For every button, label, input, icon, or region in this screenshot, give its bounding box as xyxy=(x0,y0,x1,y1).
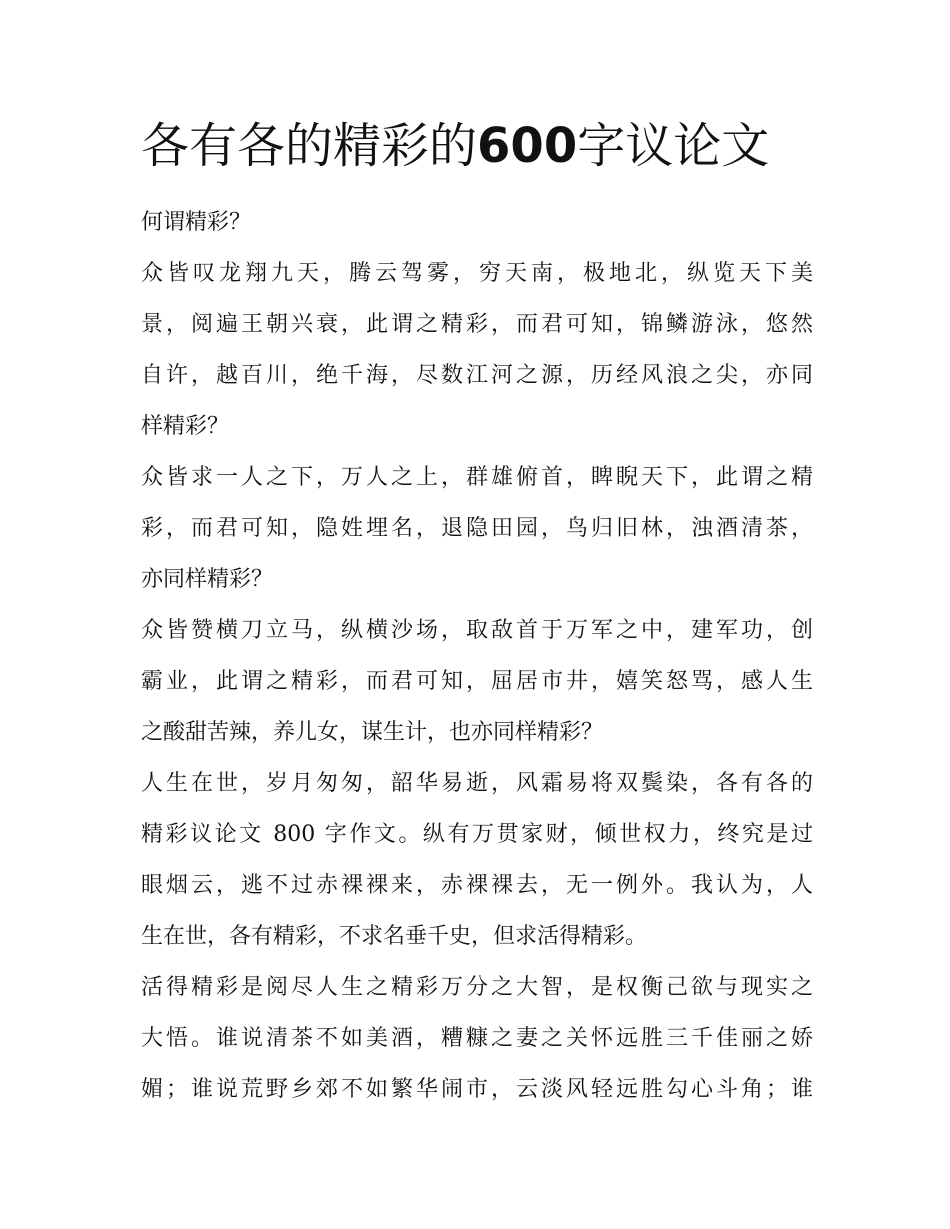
text-line: 众皆求一人之下，万人之上，群雄俯首，睥睨天下，此谓之精 xyxy=(141,465,813,490)
text-line: 人生在世，岁月匆匆，韶华易逝，风霜易将双鬓染，各有各的 xyxy=(141,771,813,796)
paragraph-2 xyxy=(141,248,813,452)
title-number: 600 xyxy=(477,118,578,174)
text-line: 众皆叹龙翔九天，腾云驾雾，穷天南，极地北，纵览天下美 xyxy=(141,261,813,286)
text-line: 精彩议论文 800 字作文。纵有万贯家财，倾世权力，终究是过 xyxy=(141,822,813,847)
text-line: 活得精彩是阅尽人生之精彩万分之大智，是权衡己欲与现实之 xyxy=(141,975,813,1000)
document-content xyxy=(141,110,813,1115)
text-line: 霸业，此谓之精彩，而君可知，屈居市井，嬉笑怒骂，感人生 xyxy=(141,669,813,694)
text-line: 眼烟云，逃不过赤裸裸来，赤裸裸去，无一例外。我认为，人 xyxy=(141,873,813,898)
paragraph-1 xyxy=(141,197,813,248)
text-line: 何谓精彩？ xyxy=(141,210,252,235)
text-line: 景，阅遍王朝兴衰，此谓之精彩，而君可知，锦鳞游泳，悠然 xyxy=(141,312,813,337)
text-line: 大悟。谁说清茶不如美酒，糟糠之妻之关怀远胜三千佳丽之娇 xyxy=(141,1026,813,1051)
text-line: 亦同样精彩？ xyxy=(141,567,274,592)
paragraph-6 xyxy=(141,962,813,1115)
text-line: 众皆赞横刀立马，纵横沙场，取敌首于万军之中，建军功，创 xyxy=(141,618,813,643)
title-suffix: 字议论文 xyxy=(577,118,770,174)
document-title xyxy=(141,110,813,182)
paragraph-5 xyxy=(141,758,813,962)
text-line: 媚；谁说荒野乡郊不如繁华闹市，云淡风轻远胜勾心斗角；谁 xyxy=(141,1077,813,1102)
text-line: 样精彩？ xyxy=(141,414,230,439)
document-body xyxy=(141,197,813,1115)
text-line: 之酸甜苦辣，养儿女，谋生计，也亦同样精彩？ xyxy=(141,720,604,745)
paragraph-3 xyxy=(141,452,813,605)
text-line: 自许，越百川，绝千海，尽数江河之源，历经风浪之尖，亦同 xyxy=(141,363,813,388)
text-line: 生在世，各有精彩，不求名垂千史，但求活得精彩。 xyxy=(141,924,648,949)
text-line: 彩，而君可知，隐姓埋名，退隐田园，鸟归旧林，浊酒清茶， xyxy=(141,516,813,541)
paragraph-4 xyxy=(141,605,813,758)
title-prefix: 各有各的精彩的 xyxy=(141,118,478,174)
